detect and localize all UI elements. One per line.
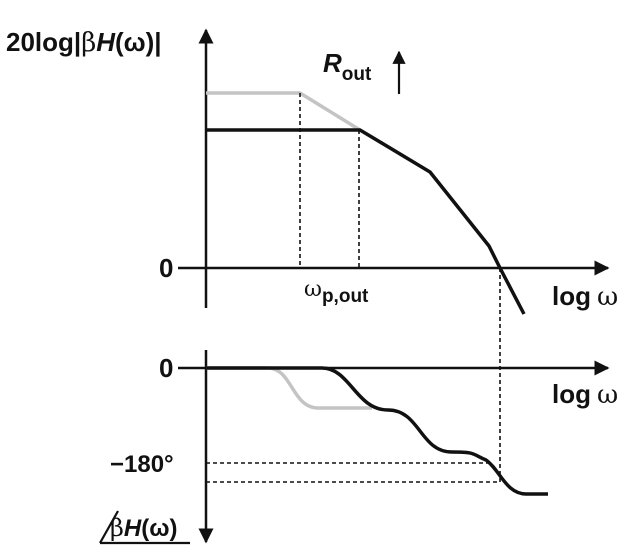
- phase-curve-original: [206, 368, 372, 408]
- rout-label-r: R: [323, 48, 342, 78]
- pole-label: [304, 277, 369, 307]
- ylabel-prefix: 20log|: [6, 27, 82, 57]
- phase-ylabel: [110, 514, 177, 542]
- phase-curve-reduced: [206, 368, 548, 494]
- minus180-label: −180°: [110, 451, 174, 478]
- phase-zero-label: 0: [159, 353, 174, 383]
- phase-ylabel-beta: β: [110, 514, 124, 542]
- magnitude-xlabel: [552, 281, 618, 312]
- ylabel-h: H: [96, 27, 115, 57]
- pole-label-omega: ω: [304, 277, 322, 302]
- phase-xlabel-log: log: [552, 379, 591, 409]
- magnitude-plot: [6, 27, 618, 314]
- rout-label-sub: out: [341, 64, 372, 85]
- magnitude-xlabel-log: log: [552, 281, 591, 311]
- pole-label-sub: p,out: [321, 286, 369, 307]
- magnitude-xlabel-omega: ω: [597, 282, 619, 312]
- phase-plot: [100, 350, 618, 543]
- ylabel-beta: β: [81, 28, 97, 58]
- phase-xlabel: [552, 379, 618, 410]
- phase-xlabel-omega: ω: [597, 380, 619, 410]
- magnitude-ylabel: [6, 27, 162, 58]
- phase-ylabel-h: H: [123, 515, 142, 542]
- ylabel-omega: (ω)|: [115, 27, 162, 57]
- rout-label: [323, 48, 372, 85]
- magnitude-zero-label: 0: [159, 253, 174, 283]
- phase-ylabel-omega: (ω): [141, 515, 178, 542]
- magnitude-curve-original: [206, 93, 360, 130]
